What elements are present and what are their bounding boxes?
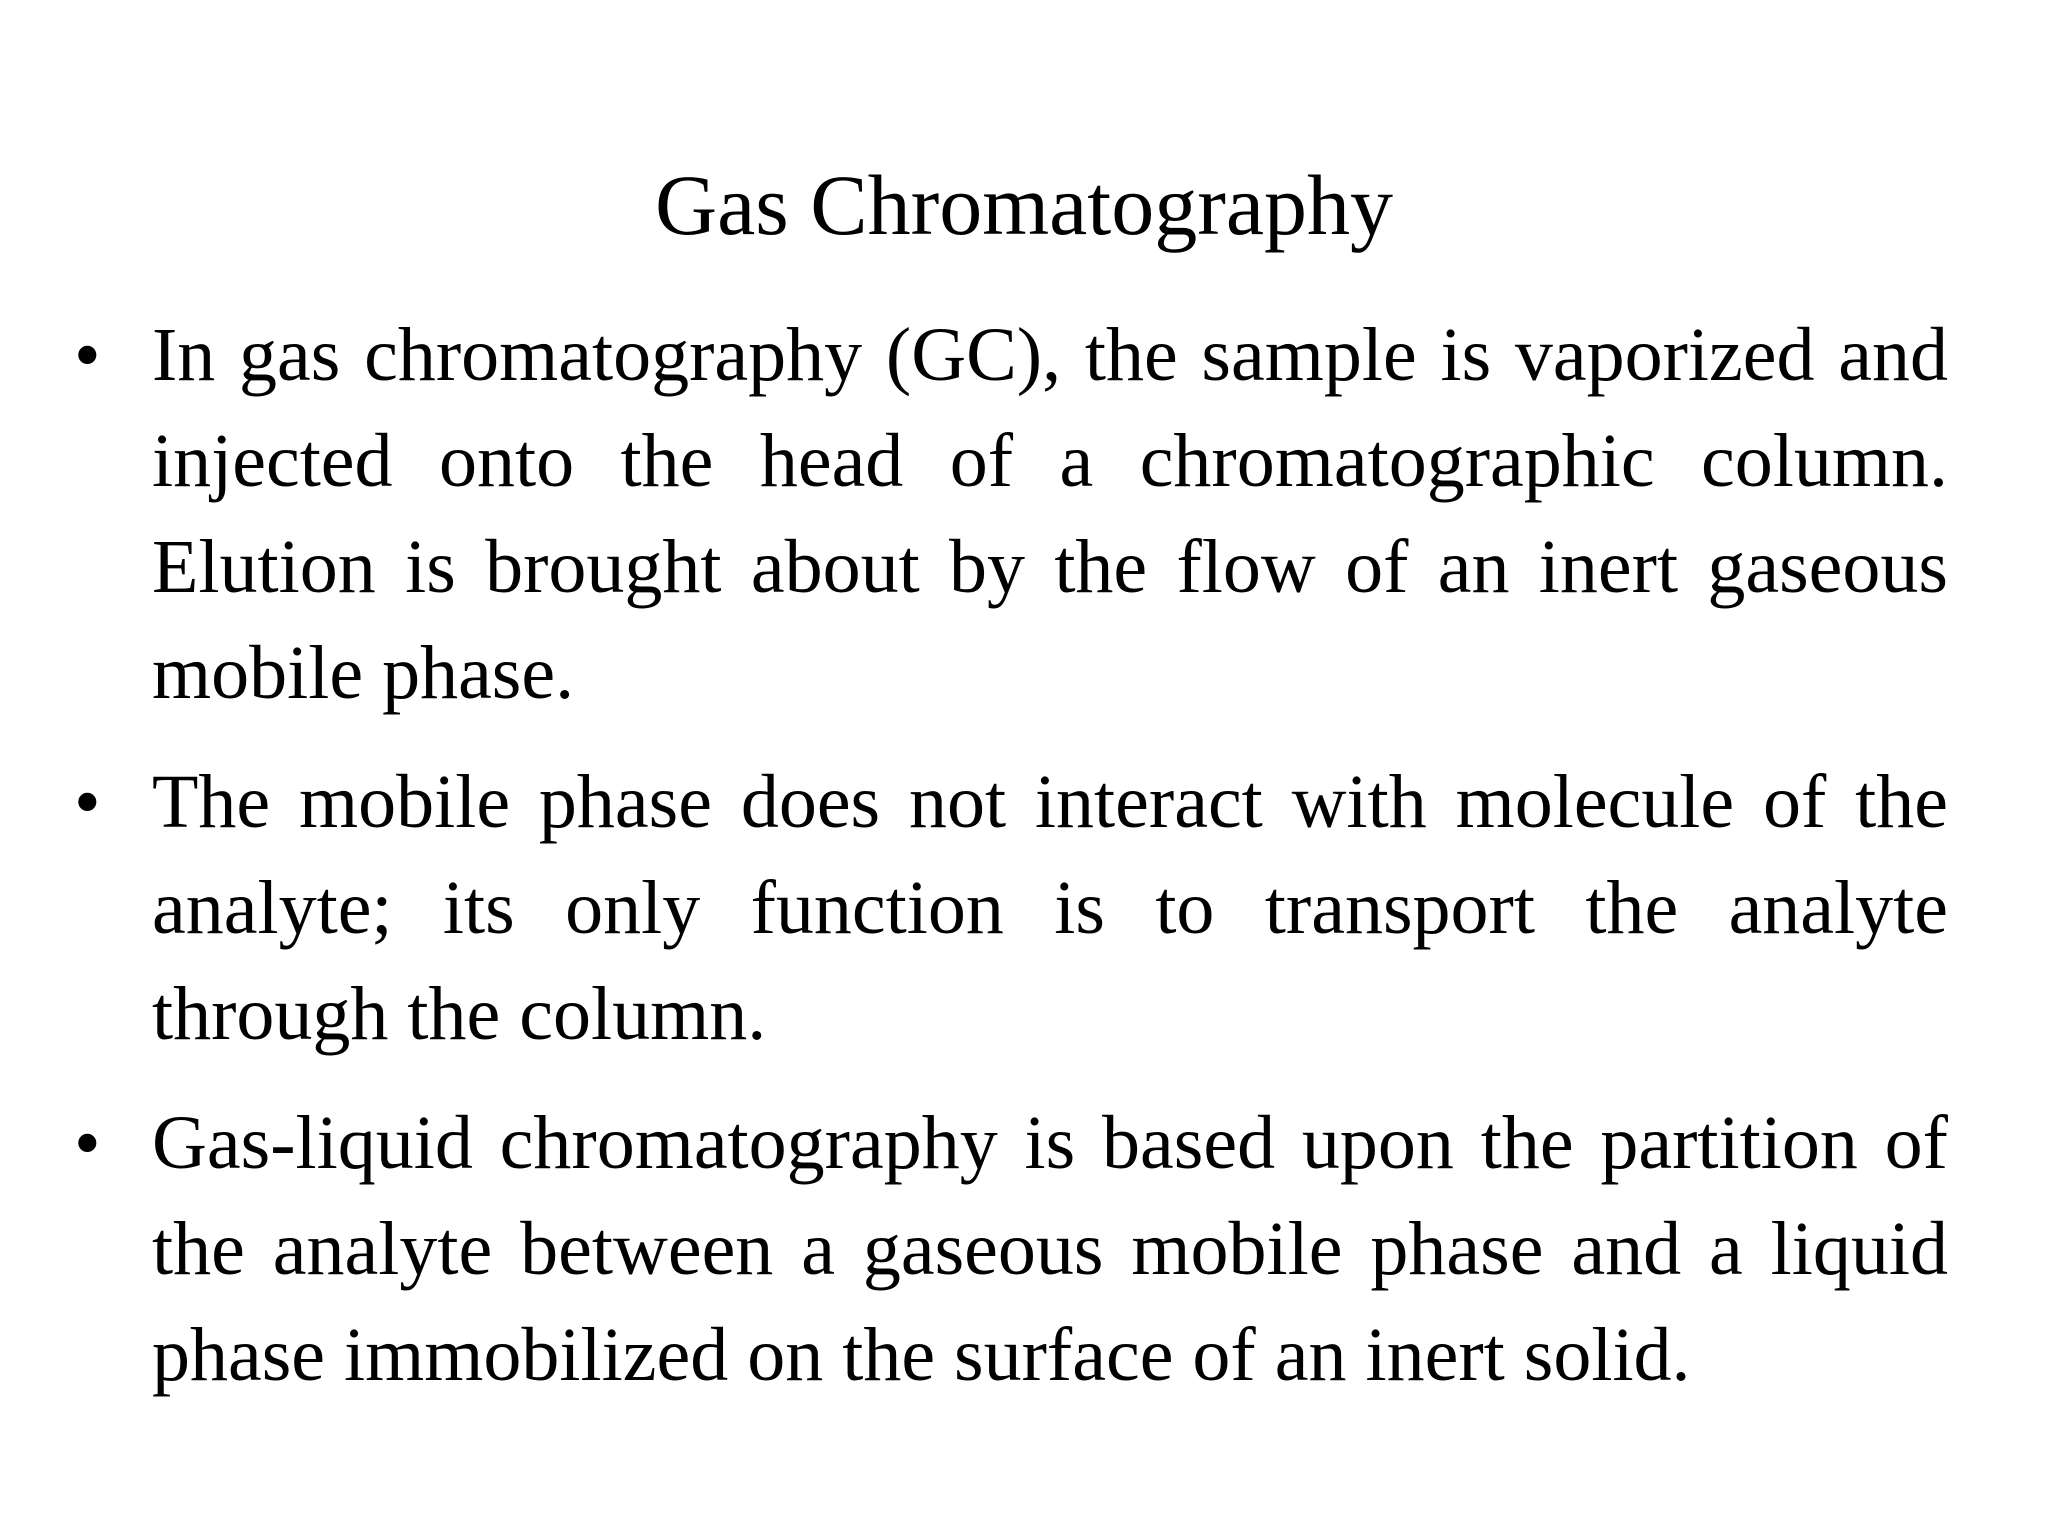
bullet-text: The mobile phase does not interact with molecule of the analyte; its only function is to transport the analyte through the column. <box>152 760 1948 1056</box>
bullet-text: Gas-liquid chromatography is based upon the partition of the analyte between a gaseous mobile phase and a liquid phase immobilized on the surface of an inert solid. <box>152 1101 1948 1397</box>
bullet-item <box>72 302 1948 726</box>
bullet-item <box>72 749 1948 1067</box>
bullet-icon: • <box>74 1101 101 1185</box>
bullet-icon: • <box>74 313 101 397</box>
bullet-list <box>72 302 1972 1431</box>
slide-title: Gas Chromatography <box>654 157 1393 253</box>
bullet-item <box>72 1090 1948 1408</box>
bullet-icon: • <box>74 760 101 844</box>
bullet-text: In gas chromatography (GC), the sample is vaporized and injected onto the head of a chromatographic column. Elution is brought about by the flow of an inert gaseous mobile phase. <box>152 313 1948 715</box>
